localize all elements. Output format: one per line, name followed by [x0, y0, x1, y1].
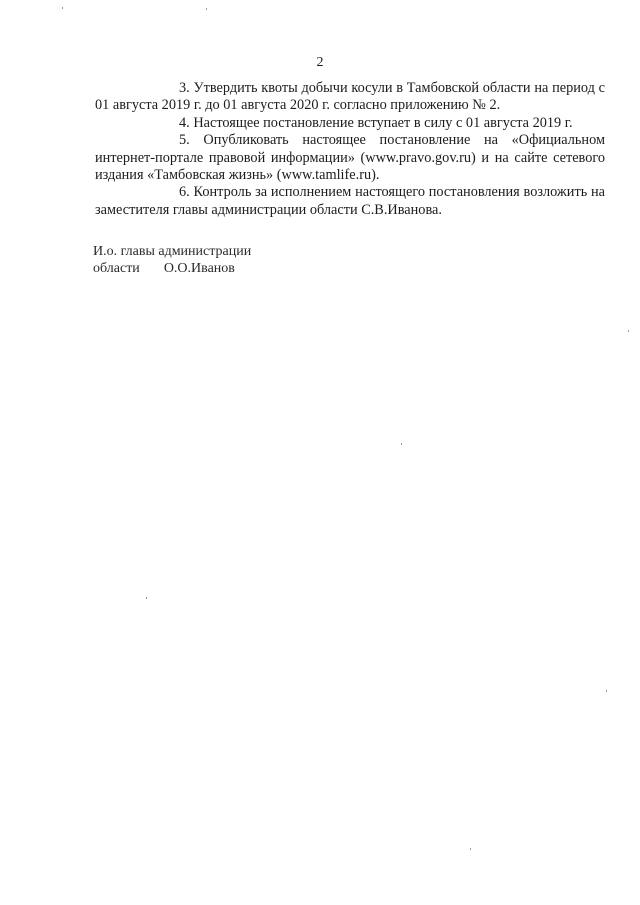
paragraph-number: 3.	[179, 80, 190, 96]
scan-speck	[606, 690, 607, 692]
paragraph-number: 6.	[179, 184, 190, 201]
document-body	[95, 80, 605, 219]
scan-speck	[206, 8, 207, 10]
paragraph-3	[95, 80, 605, 115]
paragraph-6	[95, 184, 605, 219]
scan-speck	[628, 330, 629, 332]
paragraph-text: Опубликовать настоящее постановление на «Официальном интернет-портале правовой информации» (www.pravo.gov.ru) и на сайте сетевого издания «Тамбовская жизнь» (www.tamlife.ru).	[95, 132, 606, 184]
page-number: 2	[316, 55, 324, 70]
paragraph-number: 4.	[179, 114, 190, 131]
paragraph-text: Контроль за исполнением настоящего постановления возложить на заместителя главы администрации области С.В.Иванова.	[95, 184, 605, 218]
signature-title-line-2	[93, 260, 251, 277]
scan-speck	[470, 848, 471, 850]
signatory-name: О.О.Иванов	[163, 261, 235, 276]
paragraph-4	[95, 115, 605, 132]
paragraph-text: Настоящее постановление вступает в силу с 01 августа 2019 г.	[193, 114, 573, 131]
paragraph-5	[95, 132, 605, 184]
paragraph-text: Утвердить квоты добычи косули в Тамбовской области на период с 01 августа 2019 г. до 01 августа 2020 г. согласно приложению № 2.	[95, 80, 605, 114]
scan-speck	[401, 443, 402, 445]
scan-speck	[146, 597, 147, 599]
signature-title-region: области	[93, 261, 140, 276]
signature-title-line-1: И.о. главы администрации	[93, 244, 252, 259]
scan-speck	[62, 7, 63, 9]
paragraph-number: 5.	[179, 132, 190, 149]
signature-block	[93, 243, 251, 277]
